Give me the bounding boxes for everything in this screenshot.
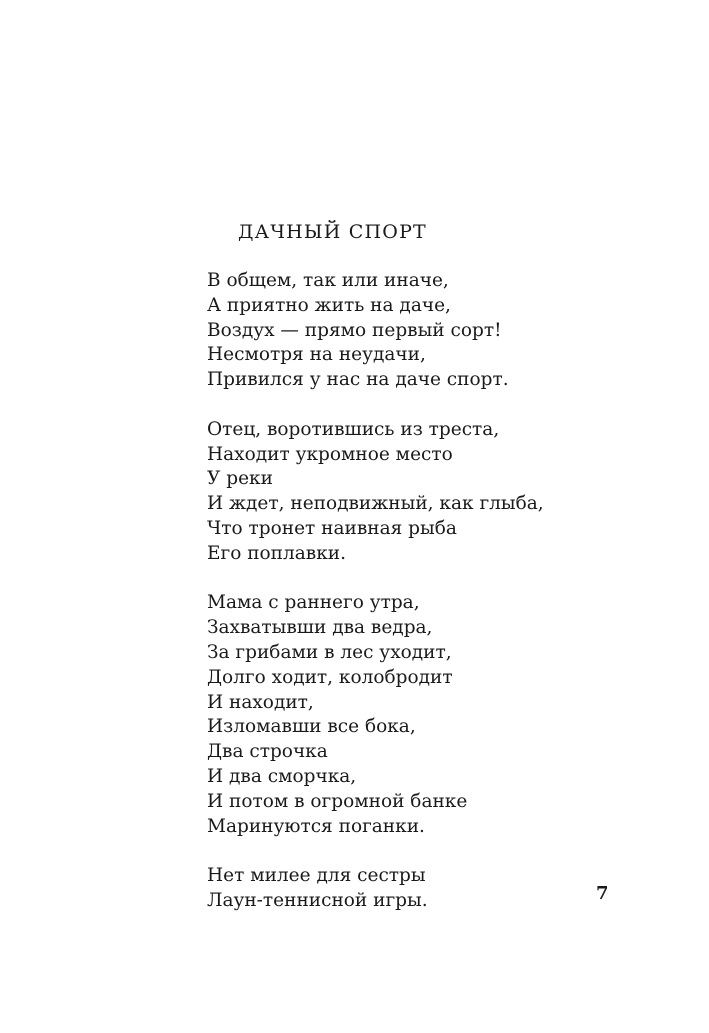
poem-line: Его поплавки. — [207, 542, 346, 564]
poem-line: Отец, воротившись из треста, — [207, 418, 500, 440]
poem-line: Долго ходит, колобродит — [207, 666, 453, 688]
poem-line: И потом в огромной банке — [207, 790, 468, 812]
poem-line: Несмотря на неудачи, — [207, 344, 426, 366]
stanza-3 — [207, 591, 587, 839]
poem-line: Что тронет наивная рыба — [207, 517, 457, 539]
poem-line: Мама с раннего утра, — [207, 592, 420, 614]
poem-title: ДАЧНЫЙ СПОРТ — [238, 221, 427, 243]
poem-line: И два сморчка, — [207, 765, 357, 787]
poem-body — [207, 269, 587, 914]
stanza-4 — [207, 864, 587, 914]
poem-line: В общем, так или иначе, — [207, 270, 449, 291]
poem-line: Лаун-теннисной игры. — [207, 889, 428, 911]
poem-line: Нет милее для сестры — [207, 865, 426, 887]
poem-line: У реки — [207, 468, 273, 490]
poem-line: Находит укромное место — [207, 443, 453, 465]
poem-line: И находит, — [207, 691, 314, 713]
poem-line: Привился у нас на даче спорт. — [207, 369, 509, 391]
stanza-2 — [207, 418, 587, 567]
poem-line: Захватывши два ведра, — [207, 617, 433, 639]
poem-line: Маринуются поганки. — [207, 815, 425, 837]
poem-line: И ждет, неподвижный, как глыба, — [207, 493, 544, 515]
poem-line: Воздух — прямо первый сорт! — [207, 319, 502, 341]
poem-line: Два строчка — [207, 741, 328, 763]
page-number: 7 — [596, 883, 609, 904]
poem-line: За грибами в лес уходит, — [207, 641, 452, 663]
stanza-1 — [207, 269, 587, 393]
poem-line: Изломавши все бока, — [207, 716, 416, 738]
poem-line: А приятно жить на даче, — [207, 294, 451, 316]
